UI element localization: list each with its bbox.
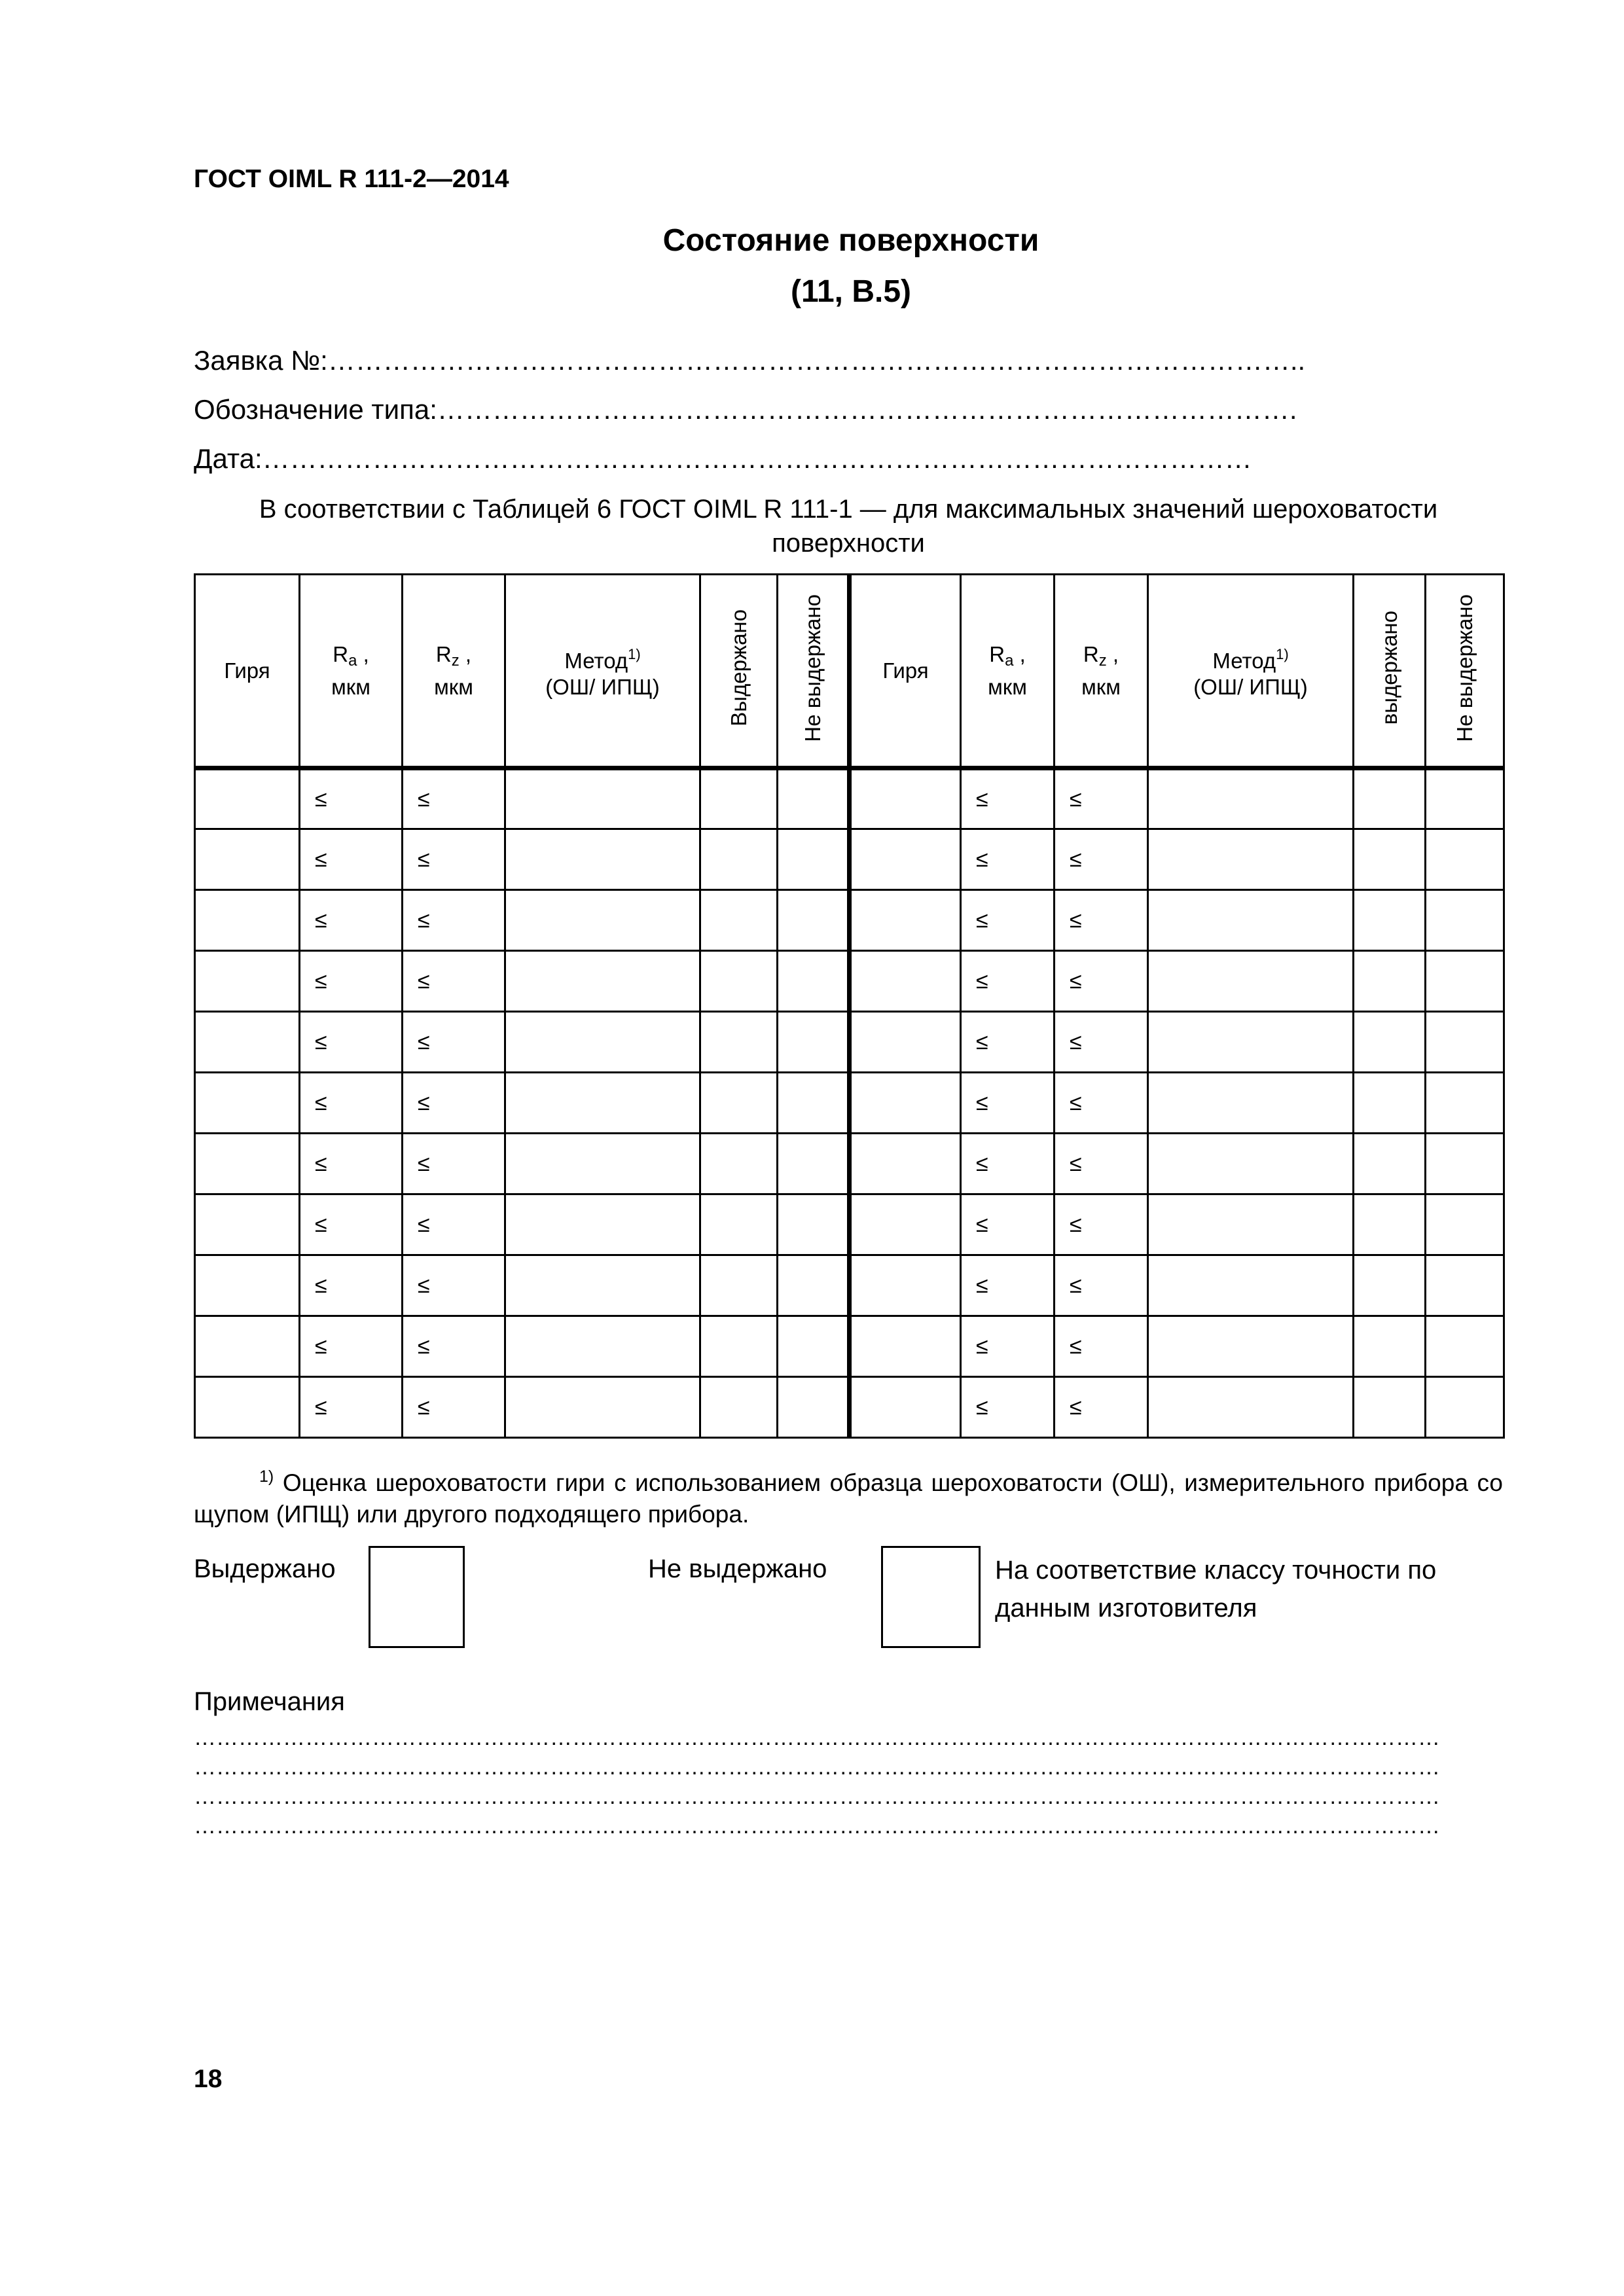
cell-rz-right[interactable]: ≤ bbox=[1055, 951, 1148, 1012]
cell-ra-right[interactable]: ≤ bbox=[961, 829, 1055, 890]
table-cell[interactable] bbox=[195, 1316, 300, 1377]
table-cell[interactable] bbox=[1148, 890, 1354, 951]
table-cell[interactable] bbox=[700, 1377, 778, 1438]
table-cell[interactable] bbox=[1148, 951, 1354, 1012]
table-cell[interactable] bbox=[195, 951, 300, 1012]
cell-rz[interactable]: ≤ bbox=[403, 890, 505, 951]
table-cell[interactable] bbox=[778, 890, 850, 951]
table-cell[interactable] bbox=[195, 1377, 300, 1438]
cell-ra[interactable]: ≤ bbox=[300, 1316, 403, 1377]
table-cell[interactable] bbox=[505, 1377, 700, 1438]
table-cell[interactable] bbox=[195, 768, 300, 829]
table-cell[interactable] bbox=[195, 1255, 300, 1316]
table-cell[interactable] bbox=[1354, 1134, 1426, 1194]
table-cell[interactable] bbox=[1148, 1316, 1354, 1377]
page-subtitle: (11, B.5) bbox=[790, 274, 912, 309]
table-cell[interactable] bbox=[195, 1073, 300, 1134]
surface-condition-table bbox=[194, 573, 1505, 1439]
cell-rz[interactable]: ≤ bbox=[403, 951, 505, 1012]
table-row bbox=[195, 1316, 1504, 1377]
cell-ra[interactable]: ≤ bbox=[300, 829, 403, 890]
table-cell[interactable] bbox=[1354, 1073, 1426, 1134]
table-cell[interactable] bbox=[1148, 1134, 1354, 1194]
header-ra-right: $R_a$ , мкм bbox=[961, 575, 1055, 768]
table-cell[interactable] bbox=[505, 829, 700, 890]
table-cell[interactable] bbox=[850, 1255, 961, 1316]
table-cell[interactable] bbox=[1426, 1377, 1504, 1438]
table-cell[interactable] bbox=[700, 829, 778, 890]
table-cell[interactable] bbox=[778, 1377, 850, 1438]
cell-ra[interactable]: ≤ bbox=[300, 890, 403, 951]
table-body bbox=[195, 768, 1504, 1438]
standard-code: ГОСТ OIML R 111-2—2014 bbox=[194, 165, 509, 193]
table-cell[interactable] bbox=[1426, 1134, 1504, 1194]
table-cell[interactable] bbox=[1354, 829, 1426, 890]
header-weight: Гиря bbox=[195, 575, 300, 768]
cell-ra-right[interactable]: ≤ bbox=[961, 1194, 1055, 1255]
table-cell[interactable] bbox=[700, 1012, 778, 1073]
table-cell[interactable] bbox=[1426, 768, 1504, 829]
cell-ra-right[interactable]: ≤ bbox=[961, 1012, 1055, 1073]
table-cell[interactable] bbox=[850, 951, 961, 1012]
cell-rz[interactable]: ≤ bbox=[403, 1012, 505, 1073]
table-cell[interactable] bbox=[1148, 1194, 1354, 1255]
table-cell[interactable] bbox=[700, 951, 778, 1012]
cell-ra-right[interactable]: ≤ bbox=[961, 1316, 1055, 1377]
table-cell[interactable] bbox=[195, 890, 300, 951]
cell-ra[interactable]: ≤ bbox=[300, 1134, 403, 1194]
cell-rz[interactable]: ≤ bbox=[403, 1377, 505, 1438]
table-cell[interactable] bbox=[505, 890, 700, 951]
not-passed-checkbox[interactable] bbox=[881, 1546, 981, 1648]
table-row bbox=[195, 1073, 1504, 1134]
notes-line[interactable]: …………………………………………………………………………………………………………………………………………………… bbox=[194, 1755, 1440, 1780]
table-header-row bbox=[195, 575, 1504, 768]
table-cell[interactable] bbox=[778, 1316, 850, 1377]
table-cell[interactable] bbox=[1354, 1194, 1426, 1255]
table-cell[interactable] bbox=[505, 1134, 700, 1194]
cell-rz[interactable]: ≤ bbox=[403, 829, 505, 890]
table-cell[interactable] bbox=[850, 1316, 961, 1377]
cell-ra[interactable]: ≤ bbox=[300, 1377, 403, 1438]
table-cell[interactable] bbox=[778, 951, 850, 1012]
cell-rz-right[interactable]: ≤ bbox=[1055, 1377, 1148, 1438]
table-cell[interactable] bbox=[505, 951, 700, 1012]
table-cell[interactable] bbox=[850, 1073, 961, 1134]
table-cell[interactable] bbox=[505, 1073, 700, 1134]
table-cell[interactable] bbox=[1354, 890, 1426, 951]
header-not-passed: Не выдержано bbox=[778, 575, 850, 768]
header-weight-right: Гиря bbox=[850, 575, 961, 768]
cell-ra[interactable]: ≤ bbox=[300, 1255, 403, 1316]
header-rz-right: $R_z$ , мкм bbox=[1055, 575, 1148, 768]
table-cell[interactable] bbox=[195, 1012, 300, 1073]
table-cell[interactable] bbox=[700, 1194, 778, 1255]
table-cell[interactable] bbox=[1426, 951, 1504, 1012]
table-row bbox=[195, 951, 1504, 1012]
table-cell[interactable] bbox=[700, 768, 778, 829]
footnote: $^{1)}$ Оценка шероховатости гири с использованием образца шероховатости (ОШ), измерительного прибора со щупом (ИПЩ) или другого подходящего прибора. bbox=[194, 1467, 1503, 1528]
table-cell[interactable] bbox=[850, 768, 961, 829]
cell-rz-right[interactable]: ≤ bbox=[1055, 768, 1148, 829]
table-cell[interactable] bbox=[778, 1134, 850, 1194]
table-cell[interactable] bbox=[700, 1316, 778, 1377]
cell-ra-right[interactable]: ≤ bbox=[961, 1073, 1055, 1134]
cell-ra-right[interactable]: ≤ bbox=[961, 1377, 1055, 1438]
header-passed-right: выдержано bbox=[1354, 575, 1426, 768]
table-cell[interactable] bbox=[1148, 1377, 1354, 1438]
table-cell[interactable] bbox=[1148, 1255, 1354, 1316]
notes-line[interactable]: …………………………………………………………………………………………………………………………………………………… bbox=[194, 1725, 1440, 1750]
cell-rz[interactable]: ≤ bbox=[403, 1134, 505, 1194]
cell-rz[interactable]: ≤ bbox=[403, 1255, 505, 1316]
table-row bbox=[195, 890, 1504, 951]
date-field[interactable]: Дата:……………………………………………………………………………………………… bbox=[194, 443, 1252, 474]
header-ra: $R_a$ , мкм bbox=[300, 575, 403, 768]
cell-ra[interactable]: ≤ bbox=[300, 768, 403, 829]
table-cell[interactable] bbox=[850, 829, 961, 890]
header-not-passed-right: Не выдержано bbox=[1426, 575, 1504, 768]
table-row bbox=[195, 829, 1504, 890]
table-cell[interactable] bbox=[1354, 1255, 1426, 1316]
cell-rz-right[interactable]: ≤ bbox=[1055, 1073, 1148, 1134]
cell-rz[interactable]: ≤ bbox=[403, 1316, 505, 1377]
table-cell[interactable] bbox=[195, 1194, 300, 1255]
table-cell[interactable] bbox=[1148, 1012, 1354, 1073]
table-cell[interactable] bbox=[1426, 829, 1504, 890]
table-cell[interactable] bbox=[1148, 1073, 1354, 1134]
table-cell[interactable] bbox=[1354, 951, 1426, 1012]
type-designation-field[interactable]: Обозначение типа:…………………………………………………………………………………. bbox=[194, 394, 1297, 425]
table-row bbox=[195, 1012, 1504, 1073]
table-cell[interactable] bbox=[1426, 1194, 1504, 1255]
table-cell[interactable] bbox=[850, 1377, 961, 1438]
page-number: 18 bbox=[194, 2065, 223, 2093]
header-method: Метод$^{1)}$ (ОШ/ ИПЩ) bbox=[505, 575, 700, 768]
table-cell[interactable] bbox=[195, 1134, 300, 1194]
cell-rz-right[interactable]: ≤ bbox=[1055, 890, 1148, 951]
cell-ra[interactable]: ≤ bbox=[300, 1012, 403, 1073]
cell-ra[interactable]: ≤ bbox=[300, 1194, 403, 1255]
table-cell[interactable] bbox=[195, 829, 300, 890]
table-cell[interactable] bbox=[850, 1012, 961, 1073]
intro-text: В соответствии с Таблицей 6 ГОСТ OIML R 111-1 — для максимальных значений шероховатости поверхности bbox=[259, 495, 1438, 558]
table-cell[interactable] bbox=[1354, 768, 1426, 829]
page-title: Состояние поверхности bbox=[662, 223, 1039, 258]
table-cell[interactable] bbox=[1426, 1073, 1504, 1134]
table-cell[interactable] bbox=[778, 1255, 850, 1316]
table-cell[interactable] bbox=[778, 1194, 850, 1255]
table-cell[interactable] bbox=[778, 1012, 850, 1073]
notes-title: Примечания bbox=[194, 1687, 345, 1716]
table-cell[interactable] bbox=[850, 1134, 961, 1194]
cell-rz[interactable]: ≤ bbox=[403, 1073, 505, 1134]
table-cell[interactable] bbox=[850, 890, 961, 951]
cell-ra-right[interactable]: ≤ bbox=[961, 768, 1055, 829]
manufacturer-compliance-label: На соответствие классу точности по данным изготовителя bbox=[995, 1556, 1437, 1623]
table-row bbox=[195, 1377, 1504, 1438]
cell-ra[interactable]: ≤ bbox=[300, 1073, 403, 1134]
table-cell[interactable] bbox=[1426, 890, 1504, 951]
table-cell[interactable] bbox=[778, 768, 850, 829]
table-cell[interactable] bbox=[700, 1255, 778, 1316]
notes-line[interactable]: …………………………………………………………………………………………………………………………………………………… bbox=[194, 1784, 1440, 1809]
table-cell[interactable] bbox=[778, 829, 850, 890]
not-passed-label: Не выдержано bbox=[648, 1554, 827, 1583]
table-row bbox=[195, 1194, 1504, 1255]
passed-label: Выдержано bbox=[194, 1554, 336, 1583]
table-cell[interactable] bbox=[700, 890, 778, 951]
cell-rz-right[interactable]: ≤ bbox=[1055, 1316, 1148, 1377]
cell-ra-right[interactable]: ≤ bbox=[961, 951, 1055, 1012]
table-cell[interactable] bbox=[505, 1012, 700, 1073]
passed-checkbox[interactable] bbox=[369, 1546, 465, 1648]
table-cell[interactable] bbox=[1148, 829, 1354, 890]
cell-rz[interactable]: ≤ bbox=[403, 1194, 505, 1255]
cell-rz-right[interactable]: ≤ bbox=[1055, 1134, 1148, 1194]
cell-rz-right[interactable]: ≤ bbox=[1055, 1255, 1148, 1316]
cell-rz[interactable]: ≤ bbox=[403, 768, 505, 829]
cell-ra-right[interactable]: ≤ bbox=[961, 890, 1055, 951]
table-cell[interactable] bbox=[505, 1316, 700, 1377]
notes-line[interactable]: …………………………………………………………………………………………………………………………………………………… bbox=[194, 1814, 1440, 1839]
table-cell[interactable] bbox=[850, 1194, 961, 1255]
table-cell[interactable] bbox=[700, 1073, 778, 1134]
table-row bbox=[195, 1134, 1504, 1194]
cell-ra-right[interactable]: ≤ bbox=[961, 1255, 1055, 1316]
cell-ra-right[interactable]: ≤ bbox=[961, 1134, 1055, 1194]
header-method-right: Метод$^{1)}$ (ОШ/ ИПЩ) bbox=[1148, 575, 1354, 768]
table-cell[interactable] bbox=[505, 1255, 700, 1316]
table-cell[interactable] bbox=[778, 1073, 850, 1134]
table-cell[interactable] bbox=[1148, 768, 1354, 829]
table-cell[interactable] bbox=[1426, 1316, 1504, 1377]
table-cell[interactable] bbox=[700, 1134, 778, 1194]
cell-ra[interactable]: ≤ bbox=[300, 951, 403, 1012]
table-cell[interactable] bbox=[505, 768, 700, 829]
table-cell[interactable] bbox=[1354, 1377, 1426, 1438]
table-cell[interactable] bbox=[1354, 1012, 1426, 1073]
cell-rz-right[interactable]: ≤ bbox=[1055, 829, 1148, 890]
header-passed: Выдержано bbox=[700, 575, 778, 768]
table-row bbox=[195, 1255, 1504, 1316]
header-rz: $R_z$ , мкм bbox=[403, 575, 505, 768]
table-cell[interactable] bbox=[1426, 1012, 1504, 1073]
table-cell[interactable] bbox=[1354, 1316, 1426, 1377]
cell-rz-right[interactable]: ≤ bbox=[1055, 1012, 1148, 1073]
cell-rz-right[interactable]: ≤ bbox=[1055, 1194, 1148, 1255]
table-row bbox=[195, 768, 1504, 829]
application-number-field[interactable]: Заявка №:…………………………………………………………………………………………….. bbox=[194, 345, 1306, 376]
table-cell[interactable] bbox=[505, 1194, 700, 1255]
table-cell[interactable] bbox=[1426, 1255, 1504, 1316]
